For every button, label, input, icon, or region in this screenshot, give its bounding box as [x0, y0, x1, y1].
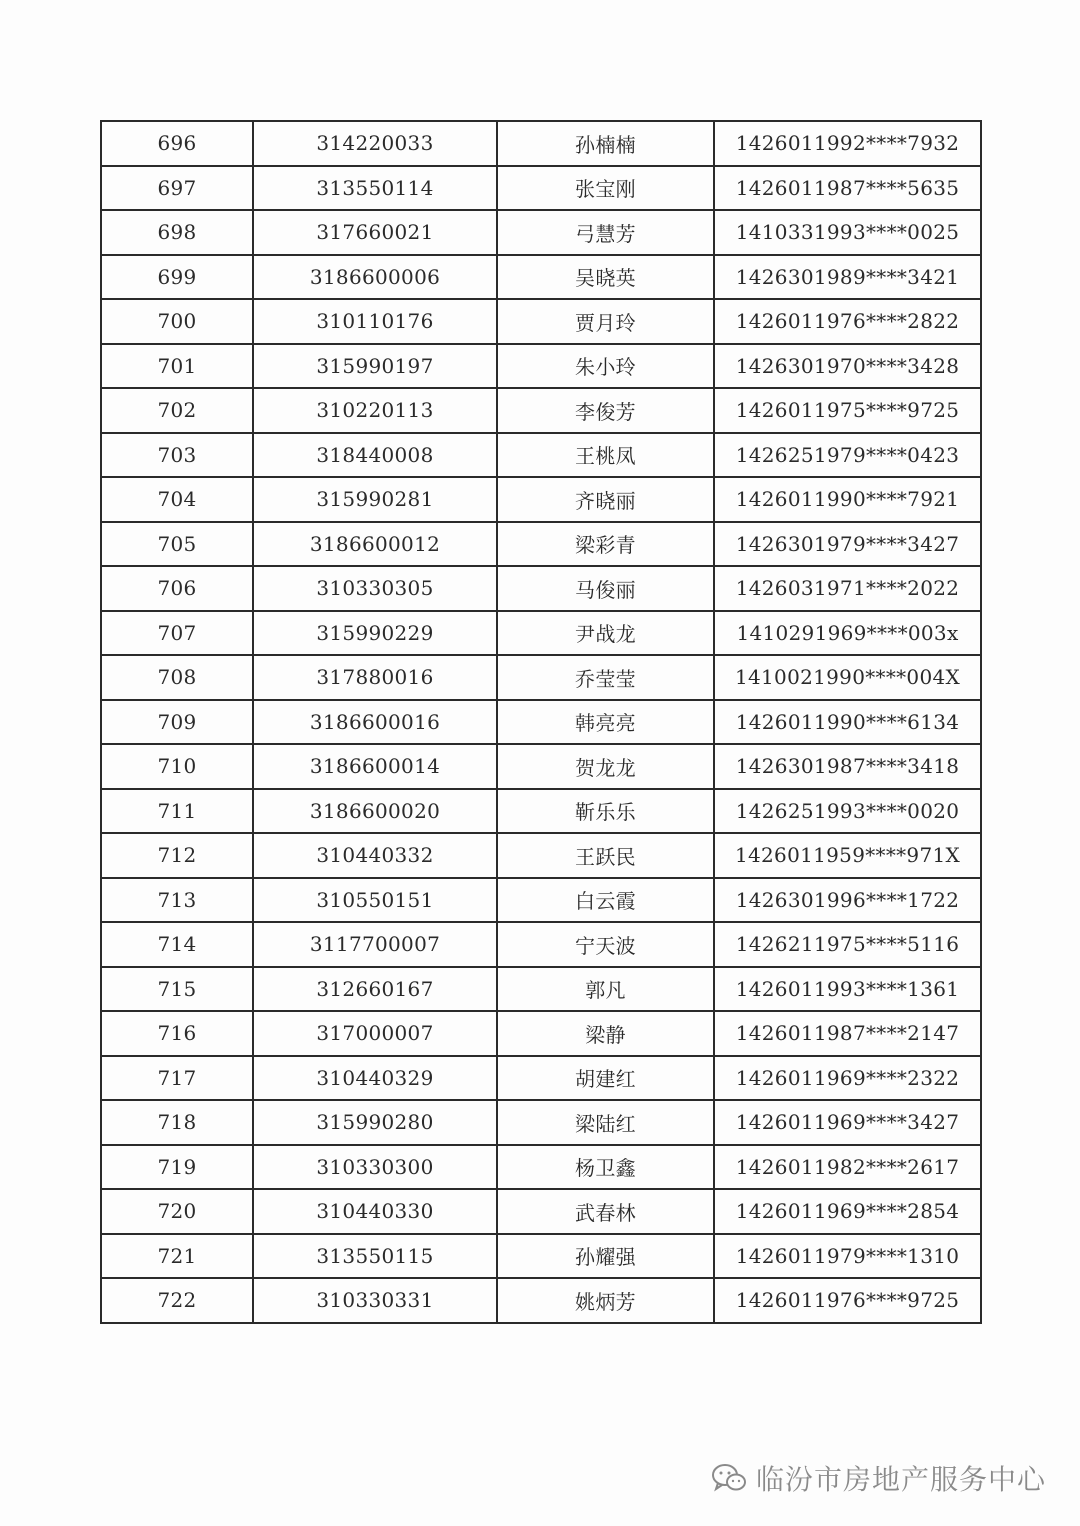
name-cell: 尹战龙: [497, 611, 714, 656]
seq-cell: 701: [101, 344, 253, 389]
name-cell: 弓慧芳: [497, 210, 714, 255]
table-row: [101, 566, 981, 611]
id-number-cell: 1426011969****2322: [714, 1056, 981, 1101]
code-cell: 310550151: [253, 878, 497, 923]
code-cell: 315990281: [253, 477, 497, 522]
seq-cell: 717: [101, 1056, 253, 1101]
name-cell: 梁静: [497, 1011, 714, 1056]
code-cell: 317000007: [253, 1011, 497, 1056]
table-row: [101, 210, 981, 255]
code-cell: 315990280: [253, 1100, 497, 1145]
name-cell: 韩亮亮: [497, 700, 714, 745]
table-row: [101, 522, 981, 567]
seq-cell: 700: [101, 299, 253, 344]
code-cell: 310330305: [253, 566, 497, 611]
id-number-cell: 1426031971****2022: [714, 566, 981, 611]
code-cell: 3186600014: [253, 744, 497, 789]
id-number-cell: 1426011959****971X: [714, 833, 981, 878]
name-cell: 乔莹莹: [497, 655, 714, 700]
code-cell: 318440008: [253, 433, 497, 478]
id-number-cell: 1426301979****3427: [714, 522, 981, 567]
table-row: [101, 1100, 981, 1145]
seq-cell: 711: [101, 789, 253, 834]
name-cell: 张宝刚: [497, 166, 714, 211]
name-cell: 齐晓丽: [497, 477, 714, 522]
name-cell: 白云霞: [497, 878, 714, 923]
table-row: [101, 388, 981, 433]
name-cell: 姚炳芳: [497, 1278, 714, 1323]
seq-cell: 707: [101, 611, 253, 656]
seq-cell: 710: [101, 744, 253, 789]
name-cell: 郭凡: [497, 967, 714, 1012]
id-number-cell: 1410331993****0025: [714, 210, 981, 255]
seq-cell: 720: [101, 1189, 253, 1234]
name-cell: 胡建红: [497, 1056, 714, 1101]
name-cell: 贾月玲: [497, 299, 714, 344]
id-number-cell: 1426301989****3421: [714, 255, 981, 300]
code-cell: 310440329: [253, 1056, 497, 1101]
name-cell: 宁天波: [497, 922, 714, 967]
name-cell: 孙楠楠: [497, 121, 714, 166]
id-number-cell: 1426011975****9725: [714, 388, 981, 433]
code-cell: 310330331: [253, 1278, 497, 1323]
name-cell: 贺龙龙: [497, 744, 714, 789]
table-row: [101, 344, 981, 389]
seq-cell: 716: [101, 1011, 253, 1056]
code-cell: 3186600012: [253, 522, 497, 567]
table-row: [101, 655, 981, 700]
seq-cell: 697: [101, 166, 253, 211]
name-cell: 王桃凤: [497, 433, 714, 478]
seq-cell: 706: [101, 566, 253, 611]
name-cell: 李俊芳: [497, 388, 714, 433]
wechat-icon: [710, 1462, 748, 1494]
name-cell: 梁彩青: [497, 522, 714, 567]
seq-cell: 705: [101, 522, 253, 567]
name-cell: 马俊丽: [497, 566, 714, 611]
id-number-cell: 1410021990****004X: [714, 655, 981, 700]
table-row: [101, 611, 981, 656]
code-cell: 315990229: [253, 611, 497, 656]
name-cell: 梁陆红: [497, 1100, 714, 1145]
id-number-cell: 1426011987****2147: [714, 1011, 981, 1056]
name-cell: 吴晓英: [497, 255, 714, 300]
seq-cell: 702: [101, 388, 253, 433]
code-cell: 313550115: [253, 1234, 497, 1279]
id-number-cell: 1426301996****1722: [714, 878, 981, 923]
seq-cell: 699: [101, 255, 253, 300]
table-row: [101, 299, 981, 344]
name-cell: 武春林: [497, 1189, 714, 1234]
seq-cell: 713: [101, 878, 253, 923]
table-row: [101, 878, 981, 923]
code-cell: 310220113: [253, 388, 497, 433]
id-number-cell: 1426301970****3428: [714, 344, 981, 389]
id-number-cell: 1426011993****1361: [714, 967, 981, 1012]
id-number-cell: 1426011992****7932: [714, 121, 981, 166]
table-row: [101, 121, 981, 166]
table-row: [101, 1056, 981, 1101]
table-row: [101, 744, 981, 789]
id-number-cell: 1426211975****5116: [714, 922, 981, 967]
table-row: [101, 789, 981, 834]
table-row: [101, 700, 981, 745]
code-cell: 310110176: [253, 299, 497, 344]
name-cell: 杨卫鑫: [497, 1145, 714, 1190]
name-cell: 朱小玲: [497, 344, 714, 389]
table-row: [101, 1145, 981, 1190]
id-number-cell: 1426011990****6134: [714, 700, 981, 745]
table-row: [101, 922, 981, 967]
table-row: [101, 1189, 981, 1234]
seq-cell: 704: [101, 477, 253, 522]
table-row: [101, 1278, 981, 1323]
watermark: [710, 1458, 1046, 1498]
roster-table-body: [101, 121, 981, 1323]
table-row: [101, 166, 981, 211]
table-row: [101, 1011, 981, 1056]
table-row: [101, 833, 981, 878]
id-number-cell: 1426011969****3427: [714, 1100, 981, 1145]
id-number-cell: 1410291969****003x: [714, 611, 981, 656]
seq-cell: 696: [101, 121, 253, 166]
seq-cell: 718: [101, 1100, 253, 1145]
seq-cell: 719: [101, 1145, 253, 1190]
seq-cell: 715: [101, 967, 253, 1012]
id-number-cell: 1426011979****1310: [714, 1234, 981, 1279]
code-cell: 3186600020: [253, 789, 497, 834]
code-cell: 313550114: [253, 166, 497, 211]
code-cell: 310440330: [253, 1189, 497, 1234]
table-row: [101, 477, 981, 522]
code-cell: 3186600006: [253, 255, 497, 300]
seq-cell: 722: [101, 1278, 253, 1323]
seq-cell: 712: [101, 833, 253, 878]
id-number-cell: 1426011987****5635: [714, 166, 981, 211]
id-number-cell: 1426251993****0020: [714, 789, 981, 834]
seq-cell: 698: [101, 210, 253, 255]
roster-table: [100, 120, 982, 1324]
seq-cell: 709: [101, 700, 253, 745]
code-cell: 314220033: [253, 121, 497, 166]
code-cell: 315990197: [253, 344, 497, 389]
code-cell: 312660167: [253, 967, 497, 1012]
code-cell: 317880016: [253, 655, 497, 700]
seq-cell: 714: [101, 922, 253, 967]
name-cell: 靳乐乐: [497, 789, 714, 834]
code-cell: 310330300: [253, 1145, 497, 1190]
seq-cell: 703: [101, 433, 253, 478]
table-row: [101, 1234, 981, 1279]
name-cell: 孙耀强: [497, 1234, 714, 1279]
name-cell: 王跃民: [497, 833, 714, 878]
id-number-cell: 1426011969****2854: [714, 1189, 981, 1234]
code-cell: 3186600016: [253, 700, 497, 745]
code-cell: 317660021: [253, 210, 497, 255]
code-cell: 3117700007: [253, 922, 497, 967]
id-number-cell: 1426011976****2822: [714, 299, 981, 344]
id-number-cell: 1426251979****0423: [714, 433, 981, 478]
id-number-cell: 1426301987****3418: [714, 744, 981, 789]
table-row: [101, 433, 981, 478]
table-row: [101, 255, 981, 300]
seq-cell: 721: [101, 1234, 253, 1279]
table-row: [101, 967, 981, 1012]
id-number-cell: 1426011990****7921: [714, 477, 981, 522]
id-number-cell: 1426011976****9725: [714, 1278, 981, 1323]
id-number-cell: 1426011982****2617: [714, 1145, 981, 1190]
watermark-text: 临汾市房地产服务中心: [755, 1463, 1046, 1496]
seq-cell: 708: [101, 655, 253, 700]
code-cell: 310440332: [253, 833, 497, 878]
